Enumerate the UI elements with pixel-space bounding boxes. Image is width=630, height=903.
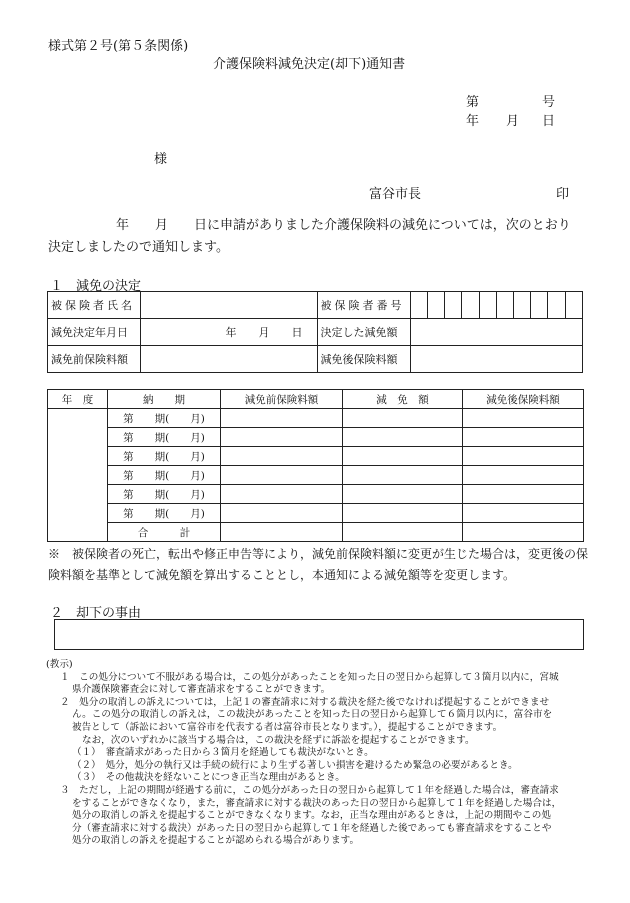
ref-go: 号 bbox=[542, 95, 556, 110]
table-row bbox=[48, 485, 584, 504]
instr-item-1: （１） 審査請求があった日から３箇月を経過しても裁決がないとき。 bbox=[72, 747, 374, 759]
col-header-reduction: 減 免 額 bbox=[343, 390, 463, 409]
document-title: 介護保険料減免決定(却下)通知書 bbox=[213, 57, 406, 72]
instr-p3b: をすることができなくなり，また，審査請求に対する裁決のあった日の翌日から起算して１年を経過した場合は， bbox=[72, 797, 562, 809]
cell[interactable] bbox=[221, 485, 343, 504]
digit-cell[interactable] bbox=[565, 292, 582, 319]
digit-cell[interactable] bbox=[410, 292, 427, 319]
table-total-row bbox=[48, 523, 584, 542]
table-row bbox=[48, 466, 584, 485]
instr-p1a: １ この処分について不服がある場合は，この処分があったことを知った日の翌日から起算して３箇月以内に，宮城 bbox=[60, 671, 559, 683]
cell[interactable] bbox=[463, 447, 584, 466]
label-decided-amount: 決定した減免額 bbox=[317, 319, 410, 346]
note-line-1: ※ 被保険者の死亡，転出や修正申告等により，減免前保険料額に変更が生じた場合は，変更後の保 bbox=[48, 547, 589, 561]
date-day: 日 bbox=[542, 114, 556, 129]
addressee-honorific: 様 bbox=[154, 152, 168, 167]
cell[interactable] bbox=[463, 466, 584, 485]
intro-line-1: 年 月 日に申請がありました介護保険料の減免については，次のとおり bbox=[116, 218, 571, 233]
cell[interactable] bbox=[221, 409, 343, 428]
digit-cell[interactable] bbox=[514, 292, 531, 319]
ref-dai: 第 bbox=[466, 95, 480, 110]
period-label: 第 期( 月) bbox=[108, 447, 221, 466]
form-label: 様式第２号(第５条関係) bbox=[48, 39, 189, 54]
instr-p3c: 処分の取消しの訴えを提起することができなくなります。なお，正当な理由があるときは，上記の期間やこの処 bbox=[72, 810, 551, 822]
cell[interactable] bbox=[343, 504, 463, 523]
cell[interactable] bbox=[221, 428, 343, 447]
table-row bbox=[48, 346, 583, 373]
table-row bbox=[48, 409, 584, 428]
cell[interactable] bbox=[463, 485, 584, 504]
period-label: 第 期( 月) bbox=[108, 428, 221, 447]
col-header-payment-period: 納 期 bbox=[108, 390, 221, 409]
field-premium-before[interactable] bbox=[141, 346, 317, 373]
label-decision-date: 減免決定年月日 bbox=[48, 319, 141, 346]
date-month: 月 bbox=[506, 114, 520, 129]
cell[interactable] bbox=[343, 485, 463, 504]
col-header-premium-after: 減免後保険料額 bbox=[463, 390, 584, 409]
period-label: 第 期( 月) bbox=[108, 485, 221, 504]
field-insured-name[interactable] bbox=[141, 292, 317, 319]
table-row bbox=[48, 319, 583, 346]
period-table bbox=[47, 389, 584, 542]
cell[interactable] bbox=[343, 523, 463, 542]
cell[interactable] bbox=[463, 428, 584, 447]
section1-heading: １ 減免の決定 bbox=[50, 279, 142, 294]
section2-heading: ２ 却下の事由 bbox=[50, 606, 142, 621]
instr-p3d: 分（審査請求に対する裁決）があった日の翌日から起算して１年を経過した後であっても審査請求をすることや bbox=[72, 822, 552, 834]
label-insured-number: 被保険者番号 bbox=[317, 292, 410, 319]
table-row bbox=[48, 292, 583, 319]
instr-item-2: （２） 処分，処分の執行又は手続の続行により生ずる著しい損害を避けるため緊急の必要があるとき。 bbox=[72, 759, 518, 771]
digit-cell[interactable] bbox=[496, 292, 513, 319]
instr-p2c: 被告として（訴訟において富谷市を代表する者は富谷市長となります。），提起することができます。 bbox=[72, 721, 503, 733]
digit-cell[interactable] bbox=[479, 292, 496, 319]
label-premium-before: 減免前保険料額 bbox=[48, 346, 141, 373]
table-header-row bbox=[48, 390, 584, 409]
instr-p2b: ん。この処分の取消しの訴えは，この裁決があったことを知った日の翌日から起算して６箇月以内に，富谷市を bbox=[72, 709, 553, 721]
cell[interactable] bbox=[343, 447, 463, 466]
cell[interactable] bbox=[221, 523, 343, 542]
cell[interactable] bbox=[221, 466, 343, 485]
cell[interactable] bbox=[221, 504, 343, 523]
table-row bbox=[48, 428, 584, 447]
cell[interactable] bbox=[343, 428, 463, 447]
total-label: 合 計 bbox=[108, 523, 221, 542]
intro-line-2: 決定しましたので通知します。 bbox=[48, 240, 229, 255]
instructions-heading: (教示) bbox=[46, 659, 73, 670]
field-decision-date[interactable]: 年 月 日 bbox=[141, 319, 317, 346]
table-row bbox=[48, 447, 584, 466]
cell[interactable] bbox=[463, 409, 584, 428]
note-line-2: 険料額を基準として減免額を算出することとし，本通知による減免額等を変更します。 bbox=[48, 568, 516, 582]
instr-p3e: 処分の取消しの訴えを提起することが認められる場合があります。 bbox=[72, 835, 360, 847]
cell[interactable] bbox=[221, 447, 343, 466]
col-header-fiscal-year: 年 度 bbox=[48, 390, 108, 409]
field-decided-amount[interactable] bbox=[410, 319, 582, 346]
instr-p3a: ３ ただし，上記の期間が経過する前に，この処分があった日の翌日から起算して１年を経過した場合は，審査請求 bbox=[60, 784, 559, 796]
period-label: 第 期( 月) bbox=[108, 409, 221, 428]
digit-cell[interactable] bbox=[548, 292, 565, 319]
field-premium-after[interactable] bbox=[410, 346, 582, 373]
instr-p2d: なお，次のいずれかに該当する場合は，この裁決を経ずに訴訟を提起することができます。 bbox=[82, 734, 475, 746]
instr-p2a: ２ 処分の取消しの訴えについては，上記１の審査請求に対する裁決を経た後でなければ提起することができませ bbox=[60, 696, 550, 708]
instr-item-3: （３） その他裁決を経ないことにつき正当な理由があるとき。 bbox=[72, 772, 345, 784]
instructions bbox=[48, 659, 586, 848]
label-premium-after: 減免後保険料額 bbox=[317, 346, 410, 373]
cell[interactable] bbox=[463, 504, 584, 523]
digit-cell[interactable] bbox=[531, 292, 548, 319]
digit-cell[interactable] bbox=[445, 292, 462, 319]
period-label: 第 期( 月) bbox=[108, 504, 221, 523]
cell[interactable] bbox=[343, 466, 463, 485]
field-fiscal-year[interactable] bbox=[48, 409, 108, 542]
label-insured-name: 被保険者氏名 bbox=[48, 292, 141, 319]
digit-cell[interactable] bbox=[462, 292, 479, 319]
date-year: 年 bbox=[466, 114, 480, 129]
issuer-name: 富谷市長 bbox=[369, 187, 422, 202]
table-row bbox=[48, 504, 584, 523]
decision-table bbox=[47, 291, 583, 373]
cell[interactable] bbox=[463, 523, 584, 542]
seal-mark: 印 bbox=[556, 187, 570, 202]
cell[interactable] bbox=[343, 409, 463, 428]
rejection-reason-box[interactable] bbox=[54, 619, 584, 650]
instr-p1b: 県介護保険審査会に対して審査請求をすることができます。 bbox=[72, 684, 331, 696]
period-label: 第 期( 月) bbox=[108, 466, 221, 485]
col-header-premium-before: 減免前保険料額 bbox=[221, 390, 343, 409]
digit-cell[interactable] bbox=[427, 292, 444, 319]
